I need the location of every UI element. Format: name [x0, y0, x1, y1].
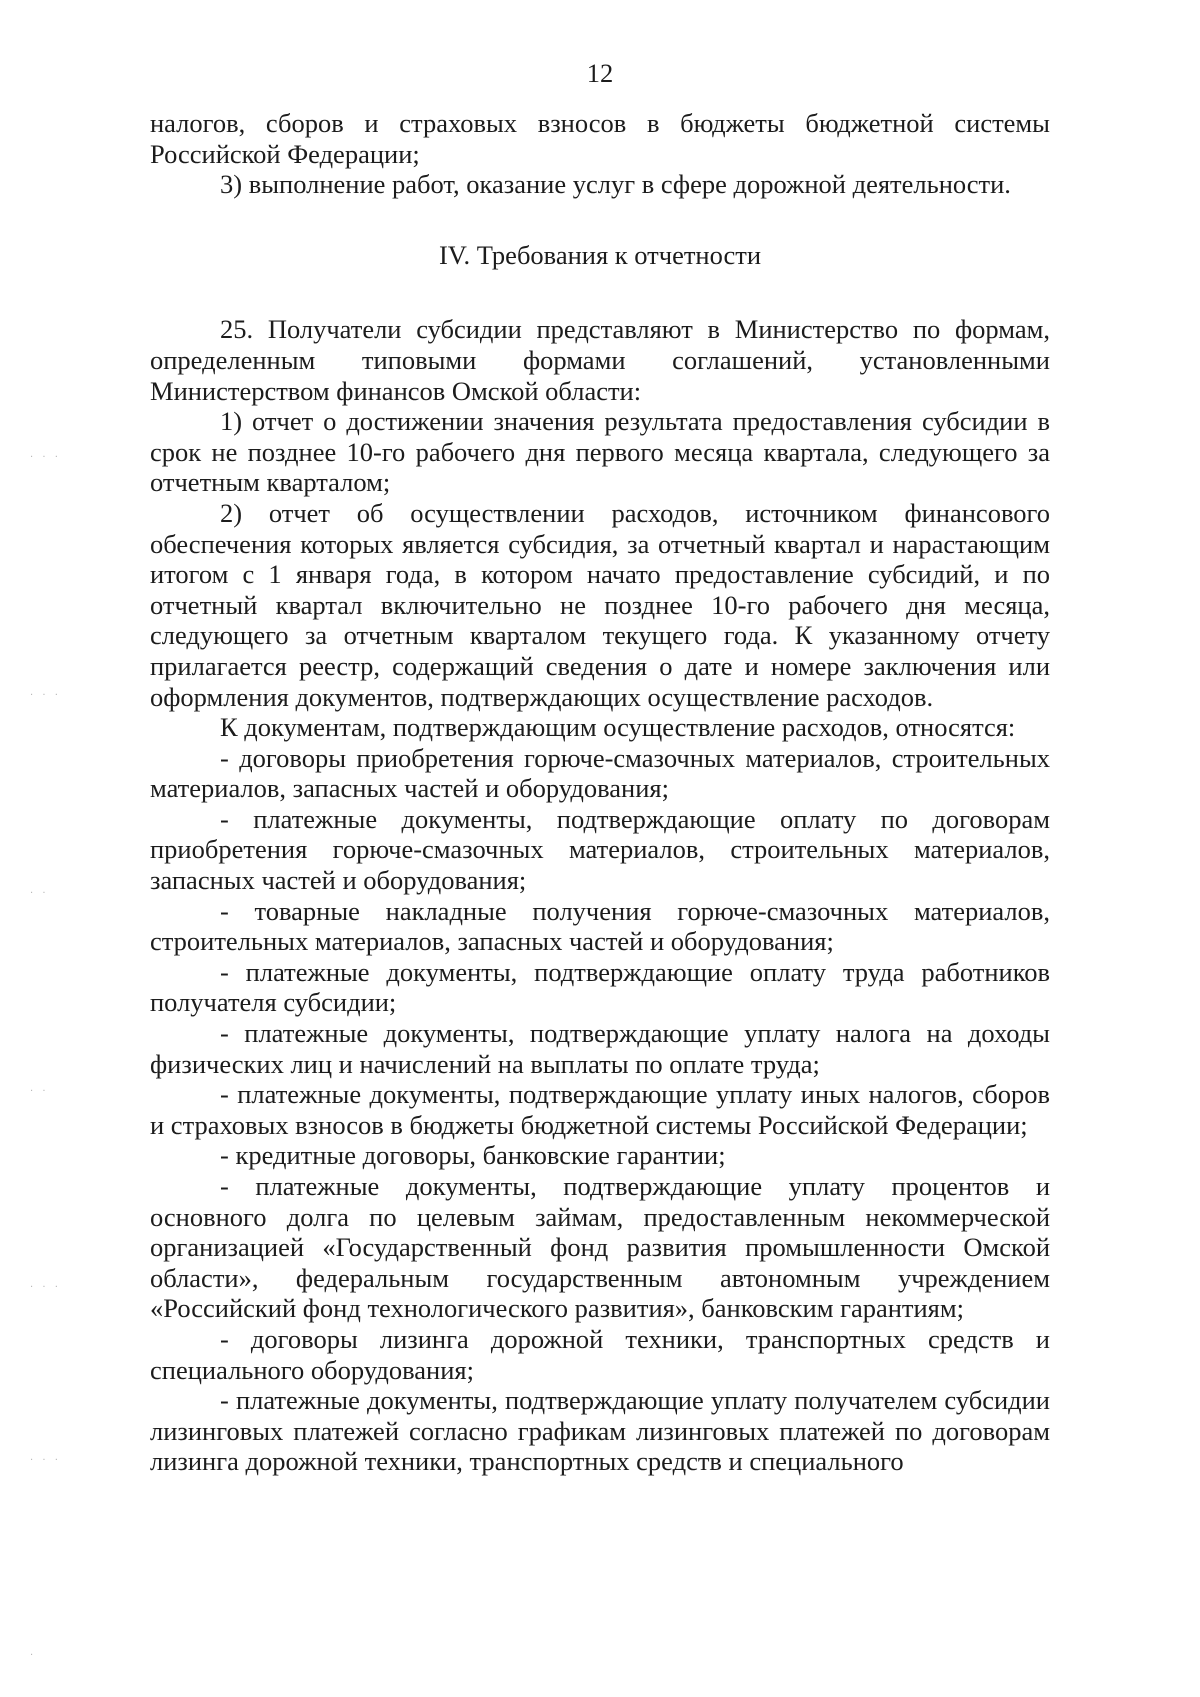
- paragraph: - кредитные договоры, банковские гарантии;: [220, 1140, 726, 1171]
- page-number: 12: [586, 58, 614, 88]
- scan-artifact: · · ·: [30, 452, 61, 463]
- body-paragraphs: [150, 314, 1050, 1477]
- paragraph: 1) отчет о достижении значения результата предоставления субсидии в срок не позднее 10-го рабочего дня первого месяца квартала, следующего за отчетным кварталом;: [150, 406, 1050, 498]
- paragraph: - платежные документы, подтверждающие уплату налога на доходы физических лиц и начислений на выплаты по оплате труда;: [150, 1018, 1050, 1079]
- paragraph: К документам, подтверждающим осуществление расходов, относятся:: [220, 712, 1016, 743]
- document-page: [150, 58, 1050, 1477]
- paragraph: - товарные накладные получения горюче-смазочных материалов, строительных материалов, запасных частей и оборудования;: [150, 895, 1050, 957]
- scan-artifact: · · ·: [30, 1455, 61, 1466]
- paragraph: 2) отчет об осуществлении расходов, источником финансового обеспечения которых является субсидия, за отчетный квартал и нарастающим итогом с 1 января года, в котором начато предоставление субсидий, и по отчетный квартал включительно не позднее 10-го рабочего дня месяца, следующего за отчетным кварталом текущего года. К указанному отчету прилагается реестр, содержащий сведения о дате и номере заключения или оформления документов, подтверждающих осуществление расходов.: [150, 497, 1050, 712]
- scan-artifact: · · ·: [30, 690, 61, 701]
- paragraph: - платежные документы, подтверждающие оплату по договорам приобретения горюче-смазочных материалов, строительных материалов, запасных частей и оборудования;: [150, 803, 1050, 896]
- scan-artifact: · · ·: [30, 1282, 61, 1293]
- paragraph: - платежные документы, подтверждающие уплату процентов и основного долга по целевым займам, предоставленным некоммерческой организацией «Государственный фонд развития промышленности Омской области», федеральным государственным автономным учреждением «Российский фонд технологического развития», банковским гарантиям;: [150, 1171, 1050, 1324]
- paragraph: - договоры лизинга дорожной техники, транспортных средств и специального оборудования;: [150, 1323, 1050, 1385]
- scan-artifact: ·: [30, 1650, 37, 1661]
- scan-artifact: · ·: [30, 888, 49, 899]
- paragraph: - платежные документы, подтверждающие оплату труда работников получателя субсидии;: [150, 956, 1050, 1018]
- paragraph: 3) выполнение работ, оказание услуг в сфере дорожной деятельности.: [220, 169, 1011, 200]
- intro-paragraphs: [150, 108, 1050, 200]
- paragraph: - платежные документы, подтверждающие уплату иных налогов, сборов и страховых взносов в бюджеты бюджетной системы Российской Федерации;: [150, 1079, 1050, 1140]
- paragraph: налогов, сборов и страховых взносов в бюджеты бюджетной системы Российской Федерации;: [150, 108, 1050, 169]
- paragraph: 25. Получатели субсидии представляют в Министерство по формам, определенным типовыми формами соглашений, установленными Министерством финансов Омской области:: [150, 314, 1050, 406]
- paragraph: - платежные документы, подтверждающие уплату получателем субсидии лизинговых платежей согласно графикам лизинговых платежей по договорам лизинга дорожной техники, транспортных средств и специального: [150, 1385, 1050, 1477]
- scan-artifact: · ·: [30, 1086, 49, 1097]
- section-heading: IV. Требования к отчетности: [438, 239, 762, 270]
- paragraph: - договоры приобретения горюче-смазочных материалов, строительных материалов, запасных частей и оборудования;: [150, 742, 1050, 804]
